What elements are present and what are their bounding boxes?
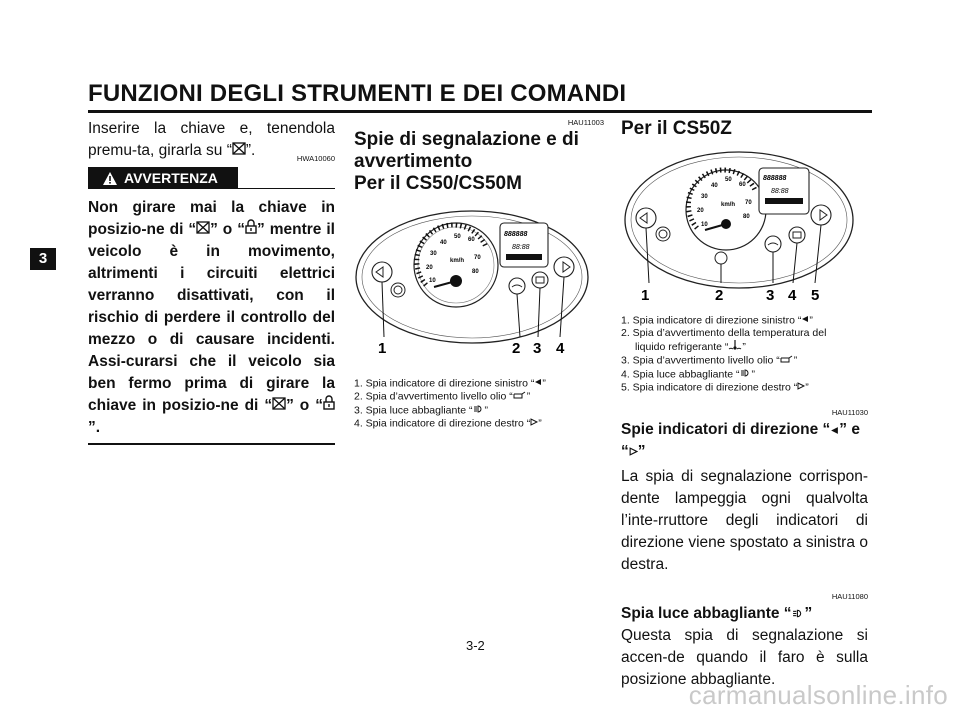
callout-1: 1 <box>378 340 387 357</box>
clock-display: 88:88 <box>512 244 530 251</box>
callout-2: 2 <box>512 340 521 357</box>
section-code: HAU11003 <box>567 118 604 127</box>
column-3 <box>621 118 868 691</box>
section-title-cs50z: Per il CS50Z <box>621 118 732 139</box>
section-code: HAU11030 <box>831 408 868 418</box>
svg-text:10: 10 <box>701 222 708 228</box>
turn-right-lamp <box>554 257 574 277</box>
page-number: 3-2 <box>466 638 485 653</box>
caption-item-continuation: liquido refrigerante “ ” <box>635 341 746 354</box>
key-off-icon <box>232 140 246 162</box>
turn-left-lamp <box>636 208 656 228</box>
section-subtitle: Per il CS50/CS50M <box>354 173 522 194</box>
header-rule <box>88 110 872 113</box>
instrument-panel-figure-cs50z <box>621 148 868 308</box>
svg-text:60: 60 <box>468 237 475 243</box>
high-beam-lamp <box>532 272 548 288</box>
oil-can-icon <box>513 390 527 403</box>
oil-can-icon <box>780 354 794 367</box>
section-code: HAU11080 <box>831 591 868 601</box>
figure-caption <box>354 377 604 430</box>
high-beam-heading: Spia luce abbagliante “ ” <box>621 603 868 624</box>
coolant-lamp <box>715 252 727 264</box>
caption-item: 4. Spia luce abbagliante “ ” <box>621 367 755 380</box>
high-beam-lamp <box>789 227 805 243</box>
callout-1: 1 <box>641 287 650 304</box>
svg-text:80: 80 <box>472 269 479 275</box>
turn-left-icon <box>830 420 839 441</box>
turn-indicator-paragraph: La spia di segnalazione corrispon-dente lampeggia ogni qualvolta l’inte-rruttore degli indicatori di direzione viene spostato a sinistra o destra. <box>621 467 868 573</box>
callout-3: 3 <box>766 287 775 304</box>
turn-right-icon <box>629 441 638 462</box>
callout-5: 5 <box>811 287 820 304</box>
column-2 <box>354 118 604 430</box>
svg-text:10: 10 <box>429 278 436 284</box>
caption-item: 3. Spia d’avvertimento livello olio “ ” <box>621 354 798 367</box>
figure-caption-cs50z <box>621 314 868 394</box>
svg-text:20: 20 <box>426 265 433 271</box>
oil-lamp <box>509 278 525 294</box>
caption-item: 2. Spia d’avvertimento della temperatura del <box>621 327 827 340</box>
chapter-tab: 3 <box>30 248 56 270</box>
callout-4: 4 <box>556 340 565 357</box>
svg-text:30: 30 <box>430 251 437 257</box>
turn-indicator-heading: Spie indicatori di direzione “ ” e “ ” <box>621 419 868 462</box>
svg-text:20: 20 <box>697 208 704 214</box>
warning-triangle-icon <box>102 170 118 192</box>
coolant-temperature-icon <box>728 340 742 354</box>
speed-unit: km/h <box>450 258 465 264</box>
turn-right-lamp <box>811 205 831 225</box>
callout-4: 4 <box>788 287 797 304</box>
svg-text:40: 40 <box>440 240 447 246</box>
oil-lamp <box>765 236 781 252</box>
lock-icon <box>245 219 257 241</box>
caption-item: 4. Spia indicatore di direzione destro “ ” <box>354 417 542 430</box>
key-off-icon <box>196 219 210 241</box>
odometer-display: 888888 <box>504 231 528 238</box>
key-off-icon <box>272 395 286 417</box>
svg-text:50: 50 <box>725 177 732 183</box>
svg-text:60: 60 <box>739 182 746 188</box>
column-1 <box>88 118 335 445</box>
svg-text:30: 30 <box>701 194 708 200</box>
caption-item: 1. Spia indicatore di direzione sinistro “ ” <box>621 314 813 327</box>
svg-text:80: 80 <box>743 214 750 220</box>
caption-item: 1. Spia indicatore di direzione sinistro “ ” <box>354 377 546 390</box>
high-beam-icon <box>740 368 752 381</box>
speed-unit-cs50z: km/h <box>721 202 736 208</box>
odometer-display-cs50z: 888888 <box>763 175 787 182</box>
section-title: Spie di segnalazione e di avvertimento <box>354 129 579 172</box>
warning-badge: AVVERTENZA <box>88 167 238 189</box>
page-header-title: FUNZIONI DEGLI STRUMENTI E DEI COMANDI <box>88 80 627 107</box>
turn-left-lamp <box>372 262 392 282</box>
warning-heading <box>88 167 335 191</box>
warning-text: Non girare mai la chiave in posizio-ne di “ ” o “ ” mentre il veicolo è in movimento, altrimenti i circuiti elettrici verranno disattivati, con il rischio di perdere il controllo del mezzo o di causare incidenti. Assi-curarsi che il veicolo sia ben fermo prima di girare la chiave in posizio-ne di “ ” o “”. <box>88 199 335 437</box>
caption-item: 5. Spia indicatore di direzione destro “ ” <box>621 381 809 394</box>
callout-2: 2 <box>715 287 724 304</box>
high-beam-paragraph: Questa spia di segnalazione si accen-de quando il faro è sulla posizione abbagliante. <box>621 627 868 689</box>
caption-item: 3. Spia luce abbagliante “ ” <box>354 403 488 416</box>
high-beam-icon <box>792 603 805 624</box>
svg-text:70: 70 <box>745 200 752 206</box>
callout-3: 3 <box>533 340 542 357</box>
instrument-panel-figure <box>354 207 604 367</box>
caption-item: 2. Spia d’avvertimento livello olio “ ” <box>354 390 531 403</box>
lock-icon <box>323 395 335 417</box>
high-beam-icon <box>473 404 485 417</box>
clock-display-cs50z: 88:88 <box>771 188 789 195</box>
warning-rule <box>238 188 335 189</box>
svg-text:50: 50 <box>454 234 461 240</box>
svg-text:40: 40 <box>711 183 718 189</box>
watermark: carmanualsonline.info <box>688 680 948 710</box>
warning-code: HWA10060 <box>296 154 335 164</box>
warning-end-rule <box>88 443 335 445</box>
svg-text:70: 70 <box>474 255 481 261</box>
intro-paragraph: Inserire la chiave e, tenendola premu-ta, girarla su “ ”. <box>88 118 335 162</box>
